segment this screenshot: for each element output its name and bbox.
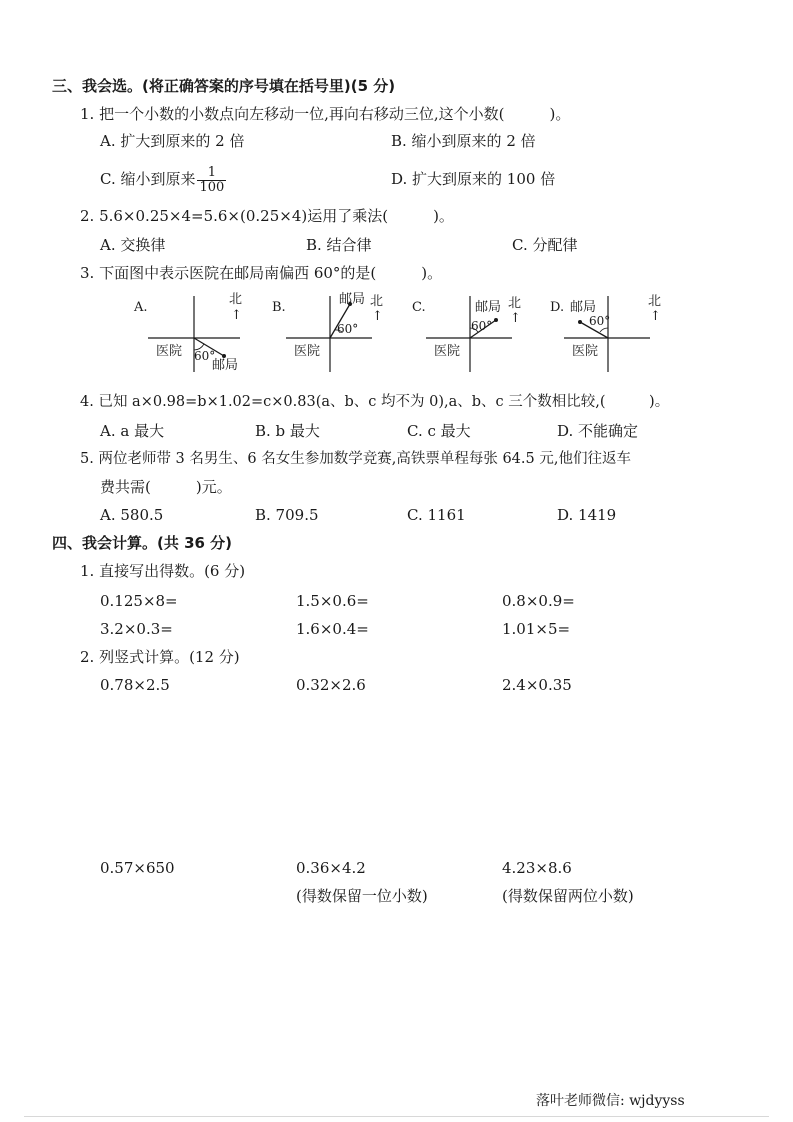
calc1-item: 0.125×8= xyxy=(100,592,178,610)
angle-label: 60° xyxy=(589,314,611,328)
angle-label: 60° xyxy=(471,319,493,333)
q1-option-c-text: C. 缩小到原来 xyxy=(100,170,196,188)
post-office-label: 邮局 xyxy=(570,300,597,315)
q4-option-c: C. c 最大 xyxy=(407,422,471,440)
calc1-item: 1.6×0.4= xyxy=(296,620,369,638)
hospital-label: 医院 xyxy=(294,344,321,359)
north-arrow-icon: ↑ xyxy=(510,311,521,326)
q4-option-a: A. a 最大 xyxy=(100,422,165,440)
q1-option-c xyxy=(100,162,226,196)
q3-diagram-d xyxy=(550,292,660,374)
q3-stem: 3. 下面图中表示医院在邮局南偏西 60°的是( )。 xyxy=(80,264,443,282)
compass-axes-c xyxy=(412,292,522,374)
section-3-title: 三、我会选。(将正确答案的序号填在括号里)(5 分) xyxy=(52,77,396,95)
option-b-label: B. xyxy=(272,300,286,315)
hospital-label: 医院 xyxy=(572,344,599,359)
calc1-item: 1.01×5= xyxy=(502,620,571,638)
q2-option-c: C. 分配律 xyxy=(512,236,578,254)
north-label: 北 xyxy=(648,294,662,309)
fraction-numerator: 1 xyxy=(197,166,226,181)
q1-option-c-fraction xyxy=(197,166,226,195)
post-office-label: 邮局 xyxy=(339,292,366,307)
option-d-label: D. xyxy=(550,300,565,315)
calc1-item: 1.5×0.6= xyxy=(296,592,369,610)
option-c-label: C. xyxy=(412,300,426,315)
q2-option-b: B. 结合律 xyxy=(306,236,372,254)
compass-axes-d xyxy=(550,292,660,374)
calc2-note-two-decimals: (得数保留两位小数) xyxy=(502,887,634,905)
hospital-label: 医院 xyxy=(434,344,461,359)
q5-option-c: C. 1161 xyxy=(407,506,466,524)
angle-label: 60° xyxy=(337,322,359,336)
q5-stem-line2: 费共需( )元。 xyxy=(100,478,232,496)
q3-diagram-c xyxy=(412,292,522,374)
q1-option-b: B. 缩小到原来的 2 倍 xyxy=(391,132,536,150)
q2-stem: 2. 5.6×0.25×4=5.6×(0.25×4)运用了乘法( )。 xyxy=(80,207,454,225)
calc2-item: 0.57×650 xyxy=(100,859,175,877)
calc1-item: 0.8×0.9= xyxy=(502,592,575,610)
hospital-label: 医院 xyxy=(156,344,183,359)
calc2-note-one-decimal: (得数保留一位小数) xyxy=(296,887,428,905)
calc1-item: 3.2×0.3= xyxy=(100,620,173,638)
fraction-denominator: 100 xyxy=(199,179,225,195)
calc2-item: 0.78×2.5 xyxy=(100,676,170,694)
calc2-title: 2. 列竖式计算。(12 分) xyxy=(80,648,240,666)
north-arrow-icon: ↑ xyxy=(231,308,242,323)
footer-contact: 落叶老师微信: wjdyyss xyxy=(536,1093,685,1109)
calc2-item: 0.36×4.2 xyxy=(296,859,366,877)
q1-stem: 1. 把一个小数的小数点向左移动一位,再向右移动三位,这个小数( )。 xyxy=(80,105,571,123)
q2-option-a: A. 交换律 xyxy=(100,236,166,254)
q3-diagram-a xyxy=(134,292,244,374)
q4-option-d: D. 不能确定 xyxy=(557,422,639,440)
post-office-label: 邮局 xyxy=(212,358,239,373)
calc2-item: 4.23×8.6 xyxy=(502,859,572,877)
q3-diagram-b xyxy=(272,292,382,374)
q4-stem: 4. 已知 a×0.98=b×1.02=c×0.83(a、b、c 均不为 0),a、b、c 三个数相比较,( )。 xyxy=(80,394,670,410)
angle-label: 60° xyxy=(194,349,216,363)
q5-option-a: A. 580.5 xyxy=(100,506,164,524)
north-arrow-icon: ↑ xyxy=(650,309,661,324)
q5-stem-line1: 5. 两位老师带 3 名男生、6 名女生参加数学竞赛,高铁票单程每张 64.5 元,他们往返车 xyxy=(80,451,631,467)
compass-axes-b xyxy=(272,292,382,374)
calc2-item: 2.4×0.35 xyxy=(502,676,572,694)
calc2-item: 0.32×2.6 xyxy=(296,676,366,694)
option-a-label: A. xyxy=(134,300,148,315)
north-label: 北 xyxy=(229,292,243,307)
q1-option-d: D. 扩大到原来的 100 倍 xyxy=(391,170,556,188)
q5-option-d: D. 1419 xyxy=(557,506,617,524)
north-arrow-icon: ↑ xyxy=(372,309,383,324)
q5-option-b: B. 709.5 xyxy=(255,506,319,524)
q4-option-b: B. b 最大 xyxy=(255,422,320,440)
calc1-title: 1. 直接写出得数。(6 分) xyxy=(80,562,246,580)
post-office-label: 邮局 xyxy=(475,300,502,315)
footer-divider xyxy=(24,1116,769,1117)
section-4-title: 四、我会计算。(共 36 分) xyxy=(52,534,233,552)
north-label: 北 xyxy=(508,296,522,311)
q1-option-a: A. 扩大到原来的 2 倍 xyxy=(100,132,245,150)
north-label: 北 xyxy=(370,294,384,309)
